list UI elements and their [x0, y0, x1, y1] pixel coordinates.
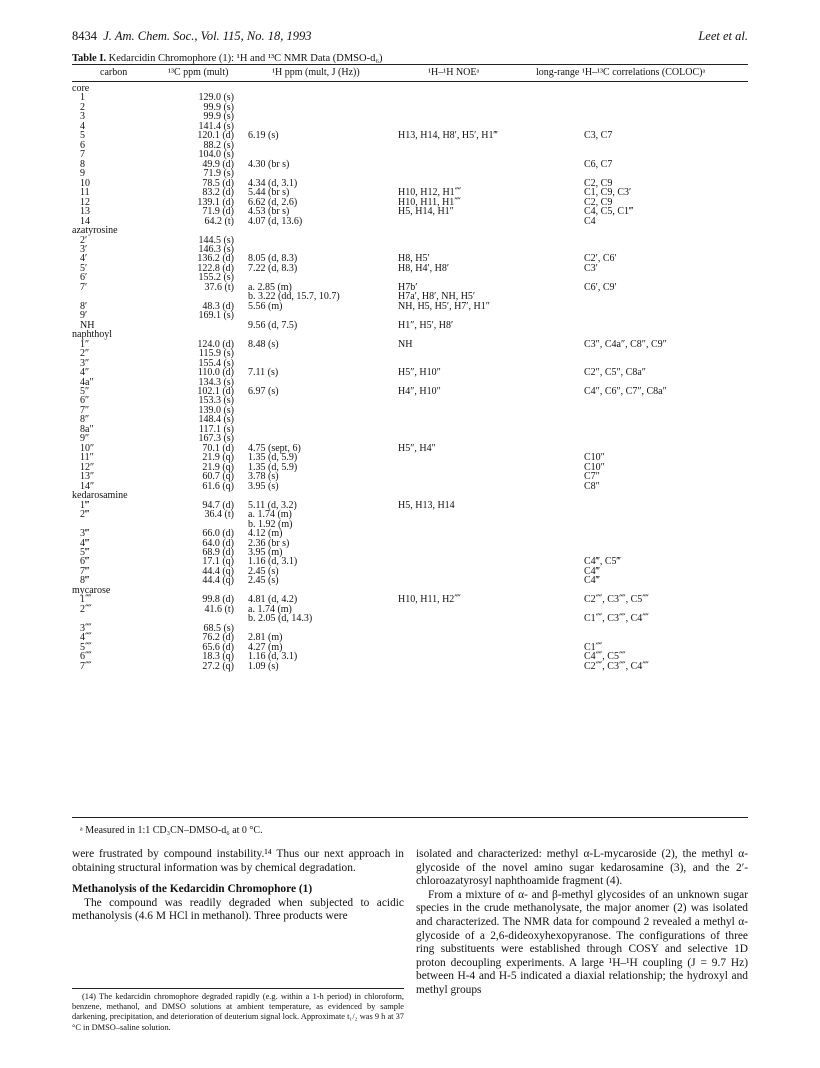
cell-coloc: C4‴	[584, 565, 600, 577]
cell-noe: H10, H12, H1⁗	[398, 187, 462, 199]
cell-carbon: 4′	[80, 253, 88, 265]
cell-carbon: 2′	[80, 234, 88, 246]
cell-carbon: 3‴	[80, 528, 90, 540]
table-row	[72, 614, 748, 623]
table-row	[72, 510, 748, 519]
table-row	[72, 539, 748, 548]
running-head-authors: Leet et al.	[698, 29, 748, 43]
cell-c13-shift: 144.5 (s)	[198, 234, 234, 246]
cell-carbon: 3″	[80, 357, 90, 369]
cell-coloc: C10″	[584, 452, 605, 464]
table-row	[72, 633, 748, 642]
table-row	[72, 131, 748, 140]
cell-c13-shift: 48.3 (d)	[202, 300, 234, 312]
footnote-text: (14) The kedarcidin chromophore degraded rapidly (e.g. within a 1-h period) in chloroform, benzene, methanol, and DMSO solutions at ambient temperature, as evidenced by sample darkening, precipitation, and deterioration of deuterium signal lock. Approximate t₁/₂ was 9 h at 37 °C in DMSO–saline solution.	[72, 992, 404, 1032]
table-row	[72, 340, 748, 349]
cell-c13-shift: 61.6 (q)	[202, 480, 234, 492]
cell-carbon: 8a″	[80, 423, 94, 435]
header-c13: ¹³C ppm (mult)	[168, 67, 229, 78]
cell-carbon: 14	[80, 215, 90, 227]
cell-carbon: 12	[80, 196, 90, 208]
cell-c13-shift: 70.1 (d)	[202, 442, 234, 454]
header-h1: ¹H ppm (mult, J (Hz))	[272, 67, 360, 78]
cell-carbon: 9′	[80, 310, 88, 322]
table-row	[72, 415, 748, 424]
cell-h1-shift: 4.30 (br s)	[248, 158, 290, 170]
cell-h1-shift: 2.81 (m)	[248, 632, 283, 644]
table-row	[72, 217, 748, 226]
cell-coloc: C6′, C9′	[584, 281, 617, 293]
cell-c13-shift: 27.2 (q)	[202, 660, 234, 672]
table-row	[72, 169, 748, 178]
cell-noe: H8, H5′	[398, 253, 430, 265]
cell-coloc: C3′	[584, 262, 598, 274]
cell-carbon: 6⁗	[80, 651, 92, 663]
cell-c13-shift: 124.0 (d)	[197, 338, 234, 350]
table-group-row	[72, 226, 748, 235]
cell-h1-shift: b. 2.05 (d, 14.3)	[248, 613, 313, 625]
cell-c13-shift: 21.9 (q)	[202, 452, 234, 464]
paragraph: From a mixture of α- and β-methyl glycosides of an unknown sugar species in the crude methanolysate, the major anomer (2) was isolated and characterized. The NMR data for compound 2 revealed a methyl α-glycoside of a 2,6-dideoxyhexopyranose. The configurations of three ring substituents were established through COSY and selective 1D proton decoupling experiments. A large ¹H–¹H coupling (J = 9.7 Hz) between H-4 and H-5 indicated a diaxial relationship; the hydroxyl and methyl groups	[416, 888, 748, 996]
cell-c13-shift: 94.7 (d)	[202, 499, 234, 511]
cell-h1-shift: 5.56 (m)	[248, 300, 283, 312]
running-head	[72, 29, 748, 45]
cell-carbon: 6″	[80, 395, 90, 407]
table-row	[72, 482, 748, 491]
cell-carbon: 8	[80, 158, 85, 170]
cell-coloc: C1⁗, C3⁗, C4⁗	[584, 613, 649, 625]
cell-noe: H1″, H5′, H8′	[398, 319, 454, 331]
cell-coloc: C2, C9	[584, 177, 613, 189]
table-header-rule	[72, 81, 748, 82]
cell-noe: H10, H11, H1⁗	[398, 196, 461, 208]
cell-c13-shift: 68.9 (d)	[202, 546, 234, 558]
table-row	[72, 150, 748, 159]
table-row	[72, 624, 748, 633]
cell-carbon: 7⁗	[80, 660, 92, 672]
cell-noe: H10, H11, H2⁗	[398, 594, 461, 606]
cell-noe: H5″, H10″	[398, 367, 441, 379]
cell-coloc: C10″	[584, 461, 605, 473]
table-row	[72, 567, 748, 576]
cell-c13-shift: 66.0 (d)	[202, 528, 234, 540]
header-carbon: carbon	[100, 67, 128, 78]
cell-carbon: 1	[80, 92, 85, 104]
cell-h1-shift: 2.36 (br s)	[248, 537, 290, 549]
cell-carbon: 2	[80, 101, 85, 113]
table-row	[72, 112, 748, 121]
cell-carbon: 7	[80, 149, 85, 161]
cell-h1-shift: 4.53 (br s)	[248, 206, 290, 218]
table-row	[72, 93, 748, 102]
cell-c13-shift: 167.3 (s)	[198, 433, 234, 445]
cell-c13-shift: 64.2 (t)	[204, 215, 234, 227]
cell-c13-shift: 88.2 (s)	[203, 139, 234, 151]
cell-noe: NH, H5, H5′, H7′, H1″	[398, 300, 490, 312]
table-row	[72, 387, 748, 396]
table-row	[72, 453, 748, 462]
cell-noe: NH	[398, 338, 413, 350]
cell-carbon: mycarose	[72, 584, 111, 596]
table-row	[72, 207, 748, 216]
cell-carbon: 9″	[80, 433, 90, 445]
cell-c13-shift: 78.5 (d)	[202, 177, 234, 189]
cell-c13-shift: 76.2 (d)	[202, 632, 234, 644]
cell-coloc: C3, C7	[584, 130, 613, 142]
cell-carbon: 10	[80, 177, 90, 189]
cell-c13-shift: 120.1 (d)	[197, 130, 234, 142]
cell-carbon: 4	[80, 120, 85, 132]
cell-carbon: 1‴	[80, 499, 90, 511]
cell-h1-shift: 1.16 (d, 3.1)	[248, 556, 298, 568]
table-bottom-rule	[72, 817, 748, 818]
cell-coloc: C4‴	[584, 575, 600, 587]
cell-carbon: 9	[80, 168, 85, 180]
table-group-row	[72, 84, 748, 93]
body-column-left	[72, 848, 404, 924]
header-noe: ¹H–¹H NOEᵃ	[428, 67, 480, 78]
cell-c13-shift: 129.0 (s)	[198, 92, 234, 104]
table-row	[72, 349, 748, 358]
cell-carbon: 3⁗	[80, 622, 92, 634]
table-row	[72, 595, 748, 604]
cell-carbon: NH	[80, 319, 95, 331]
cell-coloc: C6, C7	[584, 158, 613, 170]
cell-carbon: 13″	[80, 471, 95, 483]
cell-c13-shift: 141.4 (s)	[198, 120, 234, 132]
journal-citation: J. Am. Chem. Soc., Vol. 115, No. 18, 1993	[103, 29, 312, 43]
cell-carbon: 1″	[80, 338, 90, 350]
cell-carbon: 8′	[80, 300, 88, 312]
cell-h1-shift: b. 3.22 (dd, 15.7, 10.7)	[248, 291, 340, 303]
running-head-left	[72, 29, 311, 44]
cell-carbon: core	[72, 83, 90, 94]
cell-coloc: C4″, C6″, C7″, C8a″	[584, 386, 667, 397]
cell-c13-shift: 153.3 (s)	[198, 395, 234, 407]
cell-h1-shift: 3.78 (s)	[248, 471, 279, 483]
cell-c13-shift: 18.3 (q)	[202, 651, 234, 663]
table-row	[72, 576, 748, 585]
cell-carbon: 11″	[80, 452, 94, 464]
cell-carbon: 12″	[80, 461, 95, 473]
table-row	[72, 662, 748, 671]
cell-coloc: C1⁗	[584, 641, 603, 653]
table-row	[72, 160, 748, 169]
cell-c13-shift: 134.3 (s)	[198, 376, 234, 388]
table-row	[72, 425, 748, 434]
cell-c13-shift: 169.1 (s)	[198, 310, 234, 322]
table-row	[72, 368, 748, 377]
cell-coloc: C2⁗, C3⁗, C4⁗	[584, 660, 649, 672]
cell-coloc: C2″, C5″, C8a″	[584, 367, 646, 379]
cell-carbon: 10″	[80, 442, 95, 454]
cell-carbon: 14″	[80, 480, 95, 492]
cell-c13-shift: 110.0 (d)	[197, 367, 234, 379]
cell-c13-shift: 64.0 (d)	[202, 537, 234, 549]
table-row	[72, 302, 748, 311]
cell-carbon: 6′	[80, 272, 88, 284]
cell-h1-shift: 6.62 (d, 2.6)	[248, 196, 298, 208]
table-row	[72, 548, 748, 557]
cell-carbon: 5‴	[80, 546, 90, 558]
cell-carbon: 5″	[80, 386, 90, 397]
cell-carbon: 8‴	[80, 575, 90, 587]
cell-noe: H4″, H10″	[398, 386, 441, 397]
table-caption	[72, 53, 382, 64]
cell-coloc: C4⁗, C5⁗	[584, 651, 626, 663]
cell-noe: H13, H14, H8′, H5′, H1‴	[398, 130, 498, 142]
table-row	[72, 103, 748, 112]
cell-carbon: 7‴	[80, 565, 90, 577]
table-row	[72, 529, 748, 538]
cell-c13-shift: 139.1 (d)	[197, 196, 234, 208]
cell-c13-shift: 17.1 (q)	[202, 556, 234, 568]
header-coloc: long-range ¹H–¹³C correlations (COLOC)ᵃ	[536, 67, 706, 78]
cell-carbon: 8″	[80, 414, 90, 426]
cell-c13-shift: 99.9 (s)	[203, 111, 234, 123]
cell-h1-shift: 4.27 (m)	[248, 641, 283, 653]
cell-carbon: 6‴	[80, 556, 90, 568]
cell-carbon: 5	[80, 130, 85, 142]
cell-h1-shift: 8.48 (s)	[248, 338, 279, 350]
cell-coloc: C3″, C4a″, C8″, C9″	[584, 338, 667, 350]
cell-c13-shift: 102.1 (d)	[197, 386, 234, 397]
cell-coloc: C4, C5, C1‴	[584, 206, 634, 218]
cell-noe: H7a′, H8′, NH, H5′	[398, 291, 476, 303]
cell-h1-shift: 7.11 (s)	[248, 367, 279, 379]
cell-carbon: 7″	[80, 404, 90, 416]
cell-c13-shift: 148.4 (s)	[198, 414, 234, 426]
cell-h1-shift: 4.81 (d, 4.2)	[248, 594, 298, 606]
cell-carbon: 7′	[80, 281, 88, 293]
cell-h1-shift: 5.44 (br s)	[248, 187, 290, 199]
cell-coloc: C2⁗, C3⁗, C5⁗	[584, 594, 649, 606]
cell-h1-shift: 1.35 (d, 5.9)	[248, 461, 298, 473]
cell-h1-shift: 8.05 (d, 8.3)	[248, 253, 298, 265]
cell-h1-shift: 6.97 (s)	[248, 386, 279, 397]
cell-h1-shift: b. 1.92 (m)	[248, 518, 293, 530]
cell-h1-shift: 6.19 (s)	[248, 130, 279, 142]
cell-h1-shift: 2.45 (s)	[248, 575, 279, 587]
table-label: Table I.	[72, 53, 107, 64]
cell-c13-shift: 60.7 (q)	[202, 471, 234, 483]
cell-carbon: naphthoyl	[72, 329, 112, 341]
table-row	[72, 643, 748, 652]
cell-h1-shift: 1.09 (s)	[248, 660, 279, 672]
table-top-rule	[72, 64, 748, 65]
cell-carbon: 3	[80, 111, 85, 123]
table-row	[72, 406, 748, 415]
cell-carbon: 4a″	[80, 376, 94, 388]
cell-h1-shift: 3.95 (s)	[248, 480, 279, 492]
cell-noe: H5, H13, H14	[398, 499, 455, 511]
cell-carbon: 4⁗	[80, 632, 92, 644]
table-row	[72, 444, 748, 453]
cell-noe: H5″, H4″	[398, 442, 436, 454]
table-title: Kedarcidin Chromophore (1): ¹H and ¹³C NMR Data (DMSO-d₆)	[108, 53, 383, 64]
cell-carbon: 4″	[80, 367, 90, 379]
cell-carbon: 2″	[80, 348, 90, 360]
cell-c13-shift: 117.1 (s)	[198, 423, 234, 435]
cell-h1-shift: 5.11 (d, 3.2)	[248, 499, 297, 511]
cell-c13-shift: 104.0 (s)	[198, 149, 234, 161]
cell-c13-shift: 83.2 (d)	[202, 187, 234, 199]
cell-carbon: 13	[80, 206, 90, 218]
table-row	[72, 501, 748, 510]
table-row	[72, 557, 748, 566]
cell-c13-shift: 115.9 (s)	[198, 348, 234, 360]
table-row	[72, 236, 748, 245]
cell-c13-shift: 155.4 (s)	[198, 357, 234, 369]
cell-noe: H5, H14, H1″	[398, 206, 454, 218]
cell-noe: H8, H4′, H8′	[398, 262, 450, 274]
cell-c13-shift: 71.9 (s)	[203, 168, 234, 180]
cell-c13-shift: 99.8 (d)	[202, 594, 234, 606]
cell-carbon: 5′	[80, 262, 88, 274]
table-row	[72, 141, 748, 150]
cell-carbon: 2⁗	[80, 603, 92, 615]
cell-h1-shift: 9.56 (d, 7.5)	[248, 319, 298, 331]
cell-h1-shift: 4.07 (d, 13.6)	[248, 215, 303, 227]
paragraph: isolated and characterized: methyl α-L-mycaroside (2), the methyl α-glycoside of the novel amino sugar kedarosamine (3), and the 2′-chloroazatyrosyl naphthoamide fragment (4).	[416, 848, 748, 888]
table-footnote: ᵃ Measured in 1:1 CD₃CN–DMSO-d₆ at 0 °C.	[80, 825, 263, 836]
cell-h1-shift: 2.45 (s)	[248, 565, 279, 577]
paragraph: The compound was readily degraded when subjected to acidic methanolysis (4.6 M HCl in methanol). Three products were	[72, 896, 404, 923]
cell-c13-shift: 139.0 (s)	[198, 404, 234, 416]
cell-carbon: 4‴	[80, 537, 90, 549]
page-number: 8434	[72, 29, 97, 43]
cell-coloc: C7″	[584, 471, 600, 483]
cell-c13-shift: 49.9 (d)	[202, 158, 234, 170]
cell-h1-shift: a. 1.74 (m)	[248, 603, 292, 615]
table-row	[72, 264, 748, 273]
table-row	[72, 463, 748, 472]
cell-h1-shift: 3.95 (m)	[248, 546, 283, 558]
cell-c13-shift: 122.8 (d)	[197, 262, 234, 274]
cell-carbon: 3′	[80, 243, 88, 255]
cell-c13-shift: 21.9 (q)	[202, 461, 234, 473]
paragraph: were frustrated by compound instability.¹⁴ Thus our next approach in obtaining structural information was by chemical degradation.	[72, 848, 404, 874]
cell-c13-shift: 37.6 (t)	[204, 281, 234, 293]
table-row	[72, 520, 748, 529]
cell-c13-shift: 99.9 (s)	[203, 101, 234, 113]
table-row	[72, 396, 748, 405]
cell-h1-shift: a. 2.85 (m)	[248, 281, 292, 293]
cell-coloc: C2′, C6′	[584, 253, 617, 265]
cell-carbon: 2‴	[80, 509, 90, 521]
cell-carbon: 6	[80, 139, 85, 151]
nmr-data-table	[72, 84, 748, 671]
cell-c13-shift: 155.2 (s)	[198, 272, 234, 284]
cell-coloc: C4‴, C5‴	[584, 556, 621, 568]
section-heading: Methanolysis of the Kedarcidin Chromophore (1)	[72, 883, 313, 896]
footnote-14	[72, 988, 404, 1033]
cell-carbon: azatyrosine	[72, 225, 118, 237]
cell-c13-shift: 65.6 (d)	[202, 641, 234, 653]
cell-c13-shift: 146.3 (s)	[198, 243, 234, 255]
body-column-right	[416, 848, 748, 998]
table-row	[72, 321, 748, 330]
cell-c13-shift: 68.5 (s)	[203, 622, 234, 634]
cell-coloc: C4	[584, 215, 596, 227]
cell-noe: H7b′	[398, 281, 418, 293]
cell-c13-shift: 36.4 (t)	[204, 509, 234, 521]
cell-h1-shift: 4.12 (m)	[248, 528, 283, 540]
cell-c13-shift: 136.2 (d)	[197, 253, 234, 265]
cell-coloc: C8″	[584, 480, 600, 492]
cell-h1-shift: 1.16 (d, 3.1)	[248, 651, 298, 663]
cell-c13-shift: 71.9 (d)	[202, 206, 234, 218]
cell-h1-shift: 7.22 (d, 8.3)	[248, 262, 298, 274]
cell-carbon: 11	[80, 187, 90, 199]
cell-c13-shift: 44.4 (q)	[202, 565, 234, 577]
cell-c13-shift: 44.4 (q)	[202, 575, 234, 587]
cell-h1-shift: a. 1.74 (m)	[248, 509, 292, 521]
cell-coloc: C1, C9, C3′	[584, 187, 632, 199]
cell-h1-shift: 4.75 (sept, 6)	[248, 442, 301, 454]
cell-carbon: 5⁗	[80, 641, 92, 653]
cell-h1-shift: 4.34 (d, 3.1)	[248, 177, 298, 189]
table-row	[72, 472, 748, 481]
cell-c13-shift: 41.6 (t)	[204, 603, 234, 615]
cell-carbon: kedarosamine	[72, 490, 128, 502]
cell-h1-shift: 1.35 (d, 5.9)	[248, 452, 298, 464]
cell-carbon: 1⁗	[80, 594, 92, 606]
cell-coloc: C2, C9	[584, 196, 613, 208]
